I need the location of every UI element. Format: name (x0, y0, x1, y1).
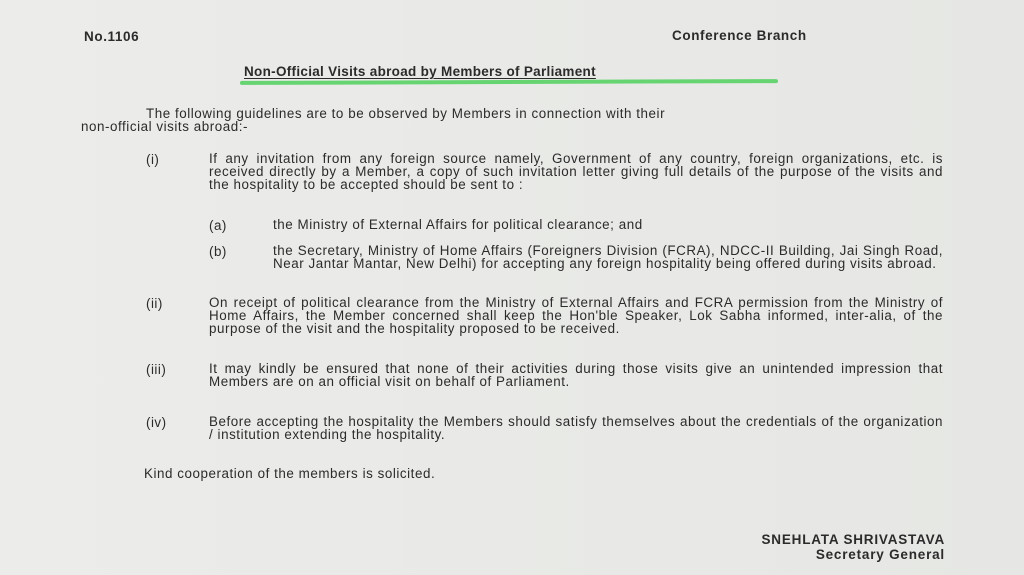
subitem-number: (a) (209, 218, 227, 233)
signatory-title: Secretary General (815, 547, 945, 562)
item-number: (i) (146, 152, 160, 167)
intro-line-2: non-official visits abroad:- (81, 119, 248, 134)
document-title: Non-Official Visits abroad by Members of Parliament (244, 64, 596, 79)
item-text: If any invitation from any foreign source namely, Government of any country, foreign organizations, etc. is received directly by a Member, a copy of such invitation letter giving full details of the purpose of the visits and the hospitality to be accepted should be sent to : (209, 151, 943, 192)
item-text: On receipt of political clearance from the Ministry of External Affairs and FCRA permission from the Ministry of Home Affairs, the Member concerned shall keep the Hon'ble Speaker, Lok Sabha informed, inter-alia, of the purpose of the visit and the hospitality proposed to be received. (209, 295, 943, 336)
intro-line-1: The following guidelines are to be observed by Members in connection with their (146, 106, 666, 121)
item-number: (ii) (146, 296, 163, 311)
green-highlight-mark (240, 79, 778, 85)
item-text: It may kindly be ensured that none of their activities during those visits give an unintended impression that Members are on an official visit on behalf of Parliament. (209, 361, 943, 389)
signatory-name: SNEHLATA SHRIVASTAVA (761, 532, 945, 547)
subitem-number: (b) (209, 244, 227, 259)
document-number: No.1106 (84, 29, 140, 44)
item-number: (iii) (146, 362, 167, 377)
title-block (244, 64, 596, 79)
item-number: (iv) (146, 415, 167, 430)
branch-name: Conference Branch (672, 28, 807, 43)
subitem-text: the Ministry of External Affairs for political clearance; and (273, 217, 643, 232)
subitem-text: the Secretary, Ministry of Home Affairs (Foreigners Division (FCRA), NDCC-II Building, Jai Singh Road, Near Jantar Mantar, New Delhi) for accepting any foreign hospitality being offered during visits abroad. (273, 243, 943, 271)
item-text: Before accepting the hospitality the Members should satisfy themselves about the credentials of the organization / institution extending the hospitality. (209, 414, 943, 442)
closing-line: Kind cooperation of the members is solicited. (144, 466, 436, 481)
